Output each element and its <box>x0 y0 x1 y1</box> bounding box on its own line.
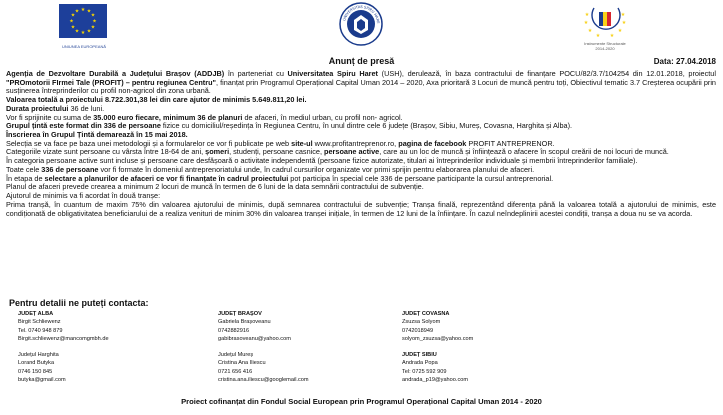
text: Categoriile vizate sunt persoane cu vârsta între 18-64 de ani, <box>6 147 206 157</box>
unemployed: șomeri <box>205 147 230 157</box>
instrumente-structurale-logo <box>578 2 632 42</box>
contact-name: Birgit Schliewenz <box>18 319 61 326</box>
contact-covasna <box>402 310 473 343</box>
text: , studenți, persoane casnice, <box>229 147 325 157</box>
contact-phone: Tel: 0725 592 909 <box>402 368 447 375</box>
eu-caption: UNIUNEA EUROPEANĂ <box>61 44 106 49</box>
svg-text:★: ★ <box>70 24 76 31</box>
footer-cofinancing: Proiect cofinanțat din Fondul Social European prin Programul Operațional Capital Uman 2014 - 2020 <box>181 397 542 406</box>
svg-text:★: ★ <box>90 24 96 31</box>
contact-brasov <box>218 310 291 343</box>
duration-label: Durata proiectului <box>6 103 69 113</box>
contact-phone: 0746 150 845 <box>18 368 53 375</box>
facebook-label: pagina de facebook <box>398 138 467 148</box>
university-name: UNIVERSITAS SPIRU HARE <box>342 4 381 24</box>
contact-email[interactable]: solyom_zsuzsa@yahoo.com <box>402 335 474 342</box>
contacts-title: Pentru detalii ne puteți contacta: <box>9 298 149 308</box>
contact-county: JUDEȚ ALBA <box>18 311 54 317</box>
svg-text:★: ★ <box>583 20 589 26</box>
contact-harghita <box>18 351 66 384</box>
press-release-body <box>6 70 716 218</box>
svg-text:★: ★ <box>587 28 593 34</box>
site-label: site-ul <box>291 138 313 148</box>
value-line: Valoarea totală a proiectului 8.722.301,38 lei din care ajutor de minimis 5.649.811,20 lei. <box>6 95 307 105</box>
svg-text:★: ★ <box>595 33 601 39</box>
text: pot participa în special cele 336 de persoane participante la cursul antreprenorial. <box>288 173 554 183</box>
text: (USH), derulează, în baza contractului de finanțare POCU/82/3.7/104254 din 12.01.2018, proiectul <box>377 69 716 78</box>
svg-text:★: ★ <box>80 30 86 36</box>
svg-text:★: ★ <box>90 12 96 19</box>
svg-text:★: ★ <box>69 18 74 25</box>
support-amount: 35.000 euro fiecare, minimum 36 de planuri <box>93 112 243 122</box>
svg-text:★: ★ <box>86 8 92 15</box>
tranches-line: Ajutorul de minimis va fi acordat în două tranșe: <box>6 191 161 201</box>
text: Vor fi sprijinite cu suma de <box>6 112 94 122</box>
tranche-detail: Prima tranșă, în cuantum de maxim 75% din valoarea ajutorului de minimis, după semnarea contractului de subvenție; Tranșa finală, reprezentând diferența până la valoarea totală a ajutorului de minimis, este condiționată de obligativitatea beneficiarului de a realiza venituri de minim 30% din valoarea tranșei inițiale, în termen de 12 luni de la înființare. În cazul neîndeplinirii acestei condiții, tranșa a doua nu se va acorda. <box>6 199 716 218</box>
website-link[interactable]: www.profitantreprenor.ro, <box>312 138 399 148</box>
agency-name: Agenția de Dezvoltare Durabilă a Județului Brașov (ADDJB) <box>6 69 225 78</box>
contact-name: Gabriela Brașoveanu <box>218 319 271 326</box>
svg-text:★: ★ <box>609 33 615 39</box>
contact-email[interactable]: Birgit.schliewenz@mancomgmbh.de <box>18 335 109 342</box>
svg-text:★: ★ <box>74 8 80 15</box>
text: , care au un loc de muncă și înființează o afacere în scopul creării de noi locuri de muncă. <box>379 147 669 157</box>
facebook-page: PROFIT ANTREPRENOR. <box>466 138 555 148</box>
contact-mures <box>218 351 309 384</box>
contact-name: Andrada Popa <box>402 360 438 367</box>
text: vor fi formate în domeniul antreprenoriatului unde, în cadrul cursurilor organizate vor primi sprijin pentru elaborarea planului de afaceri. <box>98 164 535 174</box>
svg-text:★: ★ <box>584 12 590 18</box>
contact-email[interactable]: gabibrasoveanu@yahoo.com <box>218 335 291 342</box>
press-release-title: Anunț de presă <box>328 56 395 66</box>
active-line: În categoria persoane active sunt incluse și persoane care desfășoară o activitate independentă (persoane fizice autorizate, titulari ai întreprinderilor individuale și membrii întreprinderilor familiale). <box>6 156 638 166</box>
contact-phone: 0742882916 <box>218 327 250 334</box>
instrumente-caption-line1: Instrumente Structurale <box>584 41 626 46</box>
active-persons: persoane active <box>324 147 380 157</box>
contact-county: JUDEȚ SIBIU <box>402 352 437 358</box>
persons-count: 336 de persoane <box>41 164 99 174</box>
instrumente-caption-line2: 2014-2020 <box>595 46 615 51</box>
text: fizice cu domiciliul/reședința în Regiunea Centru, în unul dintre cele 6 județe (Brașov, Sibiu, Mureș, Covasna, Harghita și Alba). <box>160 121 573 131</box>
svg-text:★: ★ <box>617 28 623 34</box>
plan-line: Planul de afaceri prevede crearea a minimum 2 locuri de muncă în termen de 6 luni de la data semnării contractului de subvenție. <box>6 182 424 192</box>
contact-phone: 0742018949 <box>402 327 434 334</box>
target-group: Grupul țintă este format din 336 de persoane <box>6 121 161 131</box>
contact-name: Zsuzsa Solyom <box>402 319 441 326</box>
svg-text:★: ★ <box>70 12 76 19</box>
contact-email[interactable]: cristina.ana.iliescu@googlemail.com <box>218 376 309 383</box>
duration-value: 36 de luni. <box>68 103 105 113</box>
text: , finanțat prin Programul Operațional Capital Uman 2014 – 2020, Axa prioritară 3 Locuri de muncă pentru toți, Obiectivul tematic 3.7 Creșterea ocupării prin susținerea întreprinderilor cu profil non-agricol din zona urbană. <box>6 77 716 96</box>
contact-name: Cristina Ana Iliescu <box>218 360 266 367</box>
university-seal-logo <box>339 2 383 46</box>
text: de afaceri, în mediul urban, cu profil non- agricol. <box>242 112 403 122</box>
contact-phone: Tel. 0740 948 879 <box>18 327 63 334</box>
contact-county: JUDEȚ COVASNA <box>402 311 450 317</box>
contact-email[interactable]: andrada_p19@yahoo.com <box>402 376 469 383</box>
svg-text:★: ★ <box>92 18 97 25</box>
svg-text:★: ★ <box>620 12 626 18</box>
contact-county: Județul Mureș <box>218 352 254 358</box>
project-name: "PROmotorii FIrmei Tale (PROFIT) – pentru regiunea Centru" <box>6 77 216 87</box>
selection-stage: selectare a planurilor de afaceri ce vor fi finanțate în cadrul proiectului <box>44 173 289 183</box>
svg-text:★: ★ <box>74 28 80 35</box>
contact-sibiu <box>402 351 468 384</box>
university-name-text: Universitatea Spiru Haret <box>287 69 378 78</box>
svg-text:★: ★ <box>86 28 92 35</box>
instrumente-caption <box>570 41 640 51</box>
paragraph-intro <box>6 70 716 96</box>
text: În etapa de <box>6 173 45 183</box>
contact-name: Lorand Butyka <box>18 360 55 367</box>
text: Toate cele <box>6 164 42 174</box>
enrolment-line: Înscrierea în Grupul Țintă demarează în 15 mai 2018. <box>6 130 188 140</box>
text: în parteneriat cu <box>224 69 288 78</box>
svg-text:★: ★ <box>80 7 86 13</box>
contact-email[interactable]: butyka@gmail.com <box>18 376 66 383</box>
release-date: Data: 27.04.2018 <box>653 57 716 66</box>
svg-text:★: ★ <box>621 20 627 26</box>
contact-alba <box>18 310 109 343</box>
contact-county: JUDEȚ BRAȘOV <box>218 311 262 317</box>
text: Selecția se va face pe baza unei metodologii și a formularelor ce vor fi publicate pe web <box>6 138 292 148</box>
contact-phone: 0721 656 416 <box>218 368 253 375</box>
contact-county: Județul Harghita <box>18 352 59 358</box>
eu-flag-logo <box>59 4 107 44</box>
